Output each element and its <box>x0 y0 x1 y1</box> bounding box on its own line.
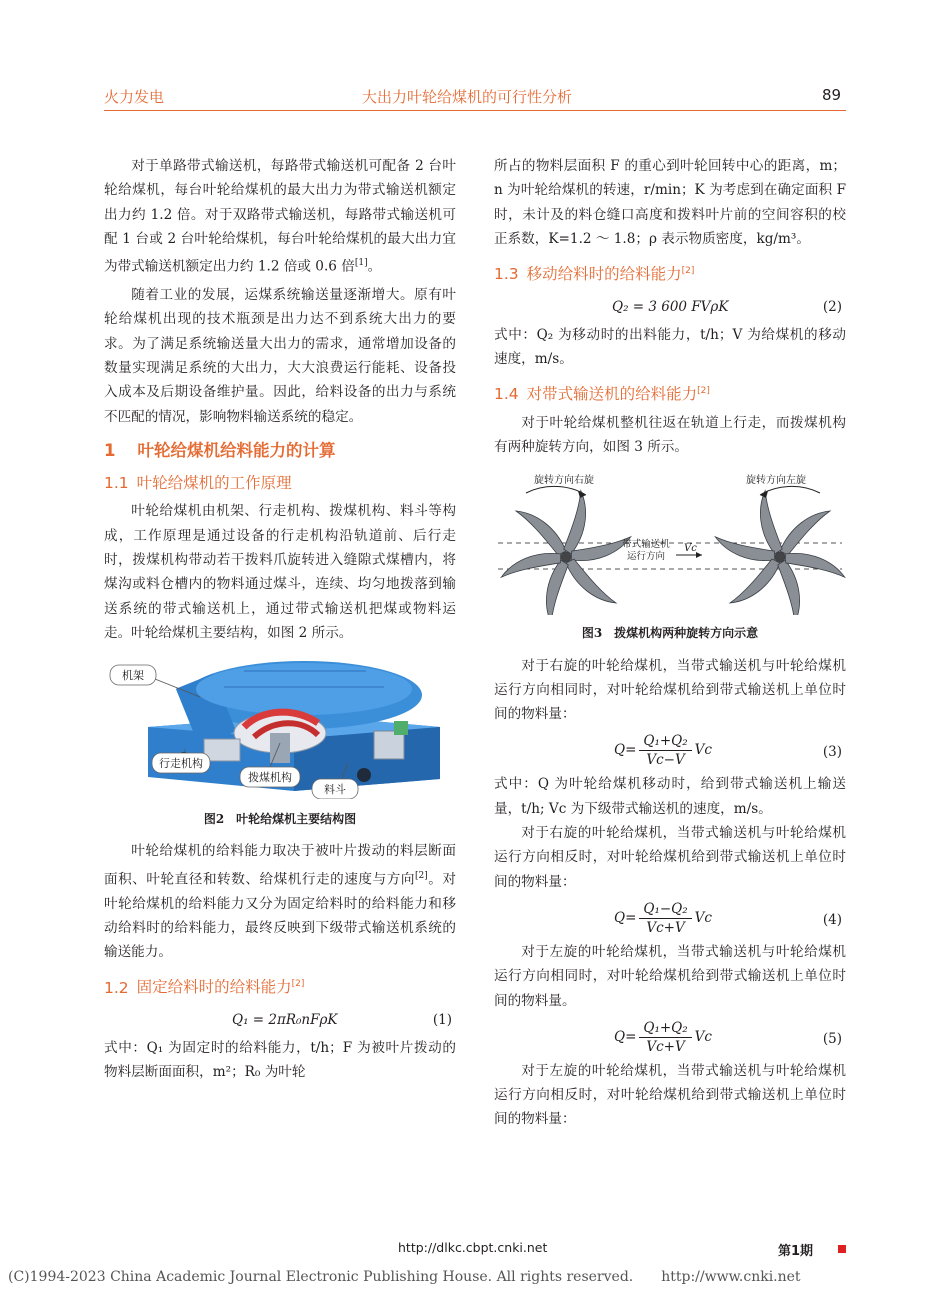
figure-2 <box>104 657 456 799</box>
page-number: 89 <box>822 86 842 104</box>
label-walk: 行走机构 <box>159 757 203 771</box>
section-heading-1-4: 1.4 对带式输送机的给料能力[2] <box>494 385 710 404</box>
section-heading-1: 1 叶轮给煤机给料能力的计算 <box>104 440 336 460</box>
section-heading-1-3: 1.3 移动给料时的给料能力[2] <box>494 265 695 284</box>
label-belt-direction: 运行方向 <box>626 551 666 563</box>
paragraph: 对于右旋的叶轮给煤机，当带式输送机与叶轮给煤机运行方向相同时，对叶轮给煤机给到带式输送机上单位时间的物料量： <box>494 657 846 723</box>
figure-2-caption: 图2 叶轮给煤机主要结构图 <box>203 812 357 827</box>
right-column <box>494 154 846 1132</box>
header-rule <box>104 110 846 111</box>
paragraph: 对于左旋的叶轮给煤机，当带式输送机与叶轮给煤机运行方向相同时，对叶轮给煤机给到带式输送机上单位时间的物料量。 <box>494 943 846 1009</box>
equation-1: Q₁ = 2πR₀nFρK (1) <box>232 1011 452 1028</box>
rotation-direction-illustration <box>494 473 846 615</box>
paragraph: 随着工业的发展，运煤系统输送量逐渐增大。原有叶轮给煤机出现的技术瓶颈是出力达不到系统大出力的要求。为了满足系统输送量大出力的需求，通常增加设备的数量实现满足系统的大出力，大大浪费运行能耗、设备投入成本及后期设备维护量。因此，给料设备的出力与系统不匹配的情况，影响物料输送系统的稳定。 <box>104 287 456 425</box>
paragraph: 式中：Q 为叶轮给煤机移动时，给到带式输送机上输送量，t/h; Vc 为下级带式输送机的速度，m/s。 <box>494 776 846 817</box>
label-frame: 机架 <box>122 669 144 683</box>
label-belt: 带式输送机 <box>622 539 670 551</box>
figure-3-caption: 图3 拨煤机构两种旋转方向示意 <box>581 626 759 641</box>
paragraph: 式中：Q₁ 为固定时的给料能力，t/h；F 为被叶片拨动的物料层断面面积，m²；R₀ 为叶轮 <box>104 1039 456 1081</box>
paragraph: 所占的物料层面积 F 的重心到叶轮回转中心的距离，m；n 为叶轮给煤机的转速，r/min；K 为考虑到在确定面积 F 时，未计及的料仓缝口高度和拨料叶片前的空间容积的校正系数，K=1.2 ～ 1.8；ρ 表示物质密度，kg/m³。 <box>494 158 846 247</box>
section-heading-1-2: 1.2 固定给料时的给料能力[2] <box>104 978 305 997</box>
label-rotor: 拨煤机构 <box>248 771 292 785</box>
label-hopper: 料斗 <box>324 783 346 797</box>
label-left-rotation: 旋转方向左旋 <box>746 475 806 487</box>
left-column <box>104 154 456 1085</box>
paragraph: 式中：Q₂ 为移动时的出料能力，t/h；V 为给煤机的移动速度，m/s。 <box>494 326 846 367</box>
footer-marker <box>838 1245 846 1253</box>
paragraph: 叶轮给煤机由机架、行走机构、拨煤机构、料斗等构成，工作原理是通过设备的行走机构沿轨道前、后行走时，拨煤机构带动若干拨料爪旋转进入缝隙式煤槽内，将煤沟或料仓槽内的物料通过煤斗，连续、均匀地拨落到输送系统的带式输送机上，通过带式输送机把煤或物料运走。叶轮给煤机主要结构，如图 2 所示。 <box>104 503 456 641</box>
paragraph: 对于叶轮给煤机整机往返在轨道上行走，而拨煤机构有两种旋转方向，如图 3 所示。 <box>494 414 846 455</box>
section-heading-1-1: 1.1 叶轮给煤机的工作原理 <box>104 474 292 493</box>
copyright-notice: (C)1994-2023 China Academic Journal Electronic Publishing House. All rights reserved. http://www.cnki.net <box>8 1269 801 1285</box>
equation-4: Q= $\frac{\text{Q₁−Q₂}}{Vc+V}$ Vc (4) <box>614 900 842 936</box>
issue-number: 第1期 <box>778 1244 814 1259</box>
label-right-rotation: 旋转方向右旋 <box>534 475 594 487</box>
equation-3: Q= $\frac{\text{Q₁+Q₂}}{Vc-V}$ Vc (3) <box>614 733 842 769</box>
label-vc: Vc <box>684 543 697 555</box>
paragraph: 叶轮给煤机的给料能力取决于被叶片拨动的料层断面面积、叶轮直径和转数、给煤机行走的速度与方向[2]。对叶轮给煤机的给料能力又分为固定给料时的给料能力和移动给料时的给料能力，最终反映到下级带式输送机系统的输送能力。 <box>104 843 457 961</box>
footer-url[interactable]: http://dlkc.cbpt.cnki.net <box>398 1240 548 1255</box>
journal-name: 火力发电 <box>104 88 165 106</box>
equation-5: Q= $\frac{\text{Q₁+Q₂}}{Vc+V}$ Vc (5) <box>614 1019 842 1055</box>
feeder-structure-illustration <box>104 657 456 799</box>
paragraph: 对于单路带式输送机，每路带式输送机可配备 2 台叶轮给煤机，每台叶轮给煤机的最大出力为带式输送机额定出力约 1.2 倍。对于双路带式输送机，每路带式输送机可配 1 台或 2 台叶轮给煤机，每台叶轮给煤机的最大出力宜为带式输送机额定出力约 1.2 倍或 0.6 倍[1]。 <box>104 158 456 275</box>
paragraph: 对于左旋的叶轮给煤机，当带式输送机与叶轮给煤机运行方向相反时，对叶轮给煤机给到带式输送机上单位时间的物料量： <box>494 1062 846 1128</box>
paragraph: 对于右旋的叶轮给煤机，当带式输送机与叶轮给煤机运行方向相反时，对叶轮给煤机给到带式输送机上单位时间的物料量： <box>494 825 846 890</box>
equation-2: Q₂ = 3 600 FVρK (2) <box>612 298 842 315</box>
figure-3 <box>494 473 846 615</box>
article-running-title: 大出力叶轮给煤机的可行性分析 <box>362 88 573 106</box>
